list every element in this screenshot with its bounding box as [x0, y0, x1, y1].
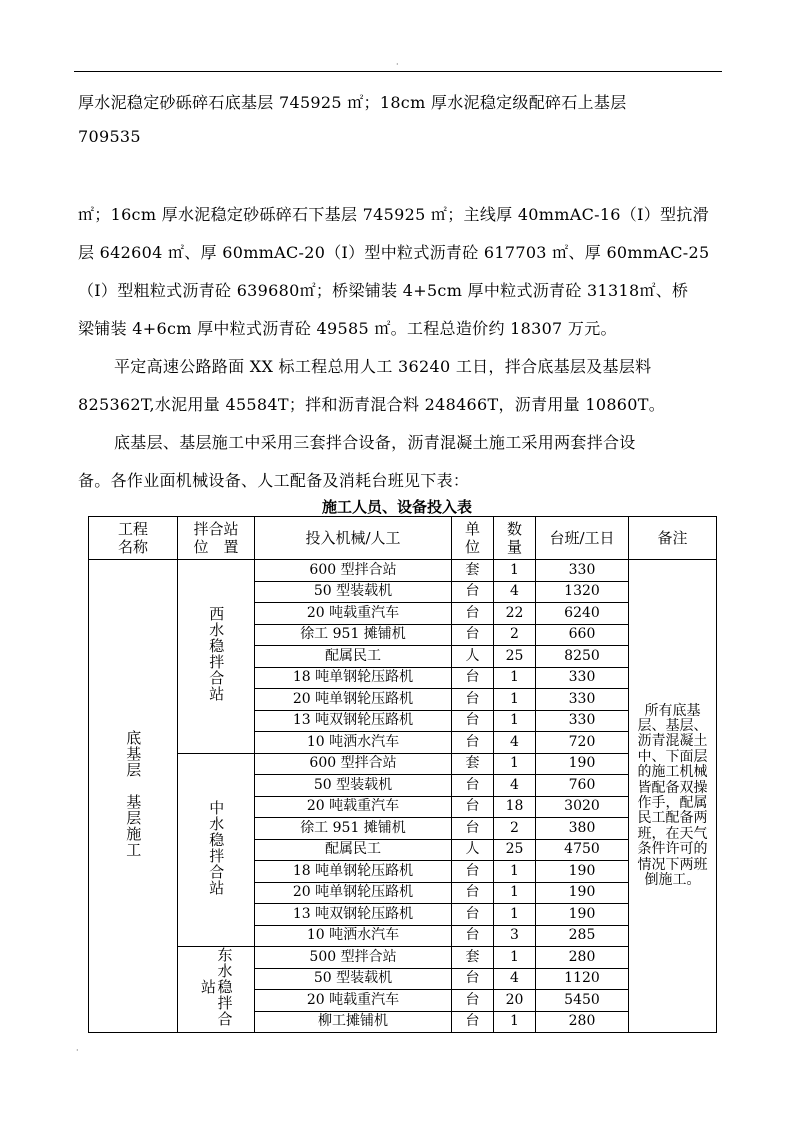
cell-qty: 2 — [494, 624, 536, 646]
cell-machine: 配属民工 — [255, 839, 452, 861]
cell-qty: 1 — [494, 904, 536, 926]
project-name-cell — [89, 560, 178, 1033]
cell-machine: 徐工 951 摊铺机 — [255, 818, 452, 840]
cell-shift: 190 — [536, 753, 629, 775]
paragraph-line: 平定高速公路路面 XX 标工程总用人工 36240 工日，拌合底基层及基层料 — [114, 357, 652, 376]
header-machine: 投入机械/人工 — [255, 517, 452, 560]
cell-machine: 50 型装载机 — [255, 775, 452, 797]
cell-qty: 1 — [494, 667, 536, 689]
cell-qty: 1 — [494, 947, 536, 969]
cell-shift: 6240 — [536, 603, 629, 625]
cell-machine: 13 吨双钢轮压路机 — [255, 904, 452, 926]
header-station: 拌合站 位 置 — [178, 517, 255, 560]
station-cell — [178, 753, 255, 947]
cell-machine: 20 吨单钢轮压路机 — [255, 689, 452, 711]
cell-shift: 330 — [536, 710, 629, 732]
cell-qty: 18 — [494, 796, 536, 818]
header-note: 备注 — [629, 517, 717, 560]
cell-unit: 套 — [452, 560, 494, 582]
cell-machine: 600 型拌合站 — [255, 753, 452, 775]
cell-qty: 1 — [494, 710, 536, 732]
header-rule — [74, 71, 722, 72]
header-qty: 数 量 — [494, 517, 536, 560]
cell-shift: 285 — [536, 925, 629, 947]
cell-qty: 4 — [494, 775, 536, 797]
cell-shift: 5450 — [536, 990, 629, 1012]
cell-unit: 台 — [452, 624, 494, 646]
note-cell: 所有底基层、基层、沥青混凝土中、下面层的施工机械皆配备双操作手，配属民工配备两班，在天气条件许可的情况下两班倒施工。 — [629, 560, 717, 1033]
table-row — [89, 560, 717, 582]
cell-machine: 20 吨载重汽车 — [255, 796, 452, 818]
header-shift: 台班/工日 — [536, 517, 629, 560]
cell-machine: 配属民工 — [255, 646, 452, 668]
cell-unit: 台 — [452, 581, 494, 603]
station-cell — [178, 560, 255, 754]
cell-machine: 20 吨载重汽车 — [255, 990, 452, 1012]
cell-qty: 25 — [494, 839, 536, 861]
cell-machine: 柳工摊铺机 — [255, 1011, 452, 1033]
cell-unit: 台 — [452, 882, 494, 904]
cell-shift: 760 — [536, 775, 629, 797]
paragraph-line: 底基层、基层施工中采用三套拌合设备，沥青混凝土施工采用两套拌合设 — [114, 433, 636, 452]
cell-unit: 台 — [452, 904, 494, 926]
cell-qty: 1 — [494, 753, 536, 775]
project-name: 底基层 基层施工 — [124, 729, 143, 858]
cell-qty: 22 — [494, 603, 536, 625]
cell-shift: 190 — [536, 861, 629, 883]
cell-qty: 1 — [494, 1011, 536, 1033]
cell-machine: 500 型拌合站 — [255, 947, 452, 969]
cell-qty: 4 — [494, 581, 536, 603]
cell-qty: 4 — [494, 968, 536, 990]
cell-unit: 台 — [452, 603, 494, 625]
cell-unit: 套 — [452, 753, 494, 775]
cell-unit: 台 — [452, 732, 494, 754]
station-name: 中水稳拌合站 — [207, 799, 226, 896]
cell-shift: 330 — [536, 560, 629, 582]
paragraph-line: 备。各作业面机械设备、人工配备及消耗台班见下表： — [78, 471, 470, 490]
header-project: 工程 名称 — [89, 517, 178, 560]
cell-unit: 套 — [452, 947, 494, 969]
cell-unit: 台 — [452, 861, 494, 883]
cell-qty: 4 — [494, 732, 536, 754]
cell-shift: 720 — [536, 732, 629, 754]
cell-qty: 20 — [494, 990, 536, 1012]
cell-shift: 380 — [536, 818, 629, 840]
cell-unit: 台 — [452, 775, 494, 797]
cell-machine: 18 吨单钢轮压路机 — [255, 861, 452, 883]
cell-unit: 人 — [452, 646, 494, 668]
cell-unit: 台 — [452, 710, 494, 732]
cell-machine: 10 吨洒水汽车 — [255, 732, 452, 754]
table-row — [89, 947, 717, 969]
cell-shift: 8250 — [536, 646, 629, 668]
paragraph-line: 709535 — [78, 127, 141, 146]
cell-qty: 1 — [494, 689, 536, 711]
cell-shift: 280 — [536, 947, 629, 969]
table-title: 施工人员、设备投入表 — [321, 498, 472, 516]
cell-shift: 4750 — [536, 839, 629, 861]
cell-unit: 台 — [452, 818, 494, 840]
cell-shift: 330 — [536, 689, 629, 711]
cell-unit: 台 — [452, 990, 494, 1012]
cell-machine: 600 型拌合站 — [255, 560, 452, 582]
cell-unit: 人 — [452, 839, 494, 861]
cell-machine: 徐工 951 摊铺机 — [255, 624, 452, 646]
cell-unit: 台 — [452, 689, 494, 711]
cell-machine: 20 吨载重汽车 — [255, 603, 452, 625]
cell-qty: 1 — [494, 882, 536, 904]
footer-dot: · — [76, 1046, 79, 1055]
cell-unit: 台 — [452, 667, 494, 689]
cell-shift: 660 — [536, 624, 629, 646]
station-name: 西水稳拌合站 — [207, 606, 226, 703]
cell-shift: 3020 — [536, 796, 629, 818]
header-unit: 单 位 — [452, 517, 494, 560]
cell-qty: 2 — [494, 818, 536, 840]
paragraph-line: 梁铺装 4+6cm 厚中粒式沥青砼 49585 ㎡。工程总造价约 18307 万元。 — [78, 319, 617, 338]
cell-shift: 1320 — [536, 581, 629, 603]
cell-shift: 280 — [536, 1011, 629, 1033]
station-cell — [178, 947, 255, 1033]
paragraph-line: ㎡；16cm 厚水泥稳定砂砾碎石下基层 745925 ㎡；主线厚 40mmAC-16（I）型抗滑 — [78, 205, 709, 224]
cell-shift: 190 — [536, 882, 629, 904]
cell-shift: 330 — [536, 667, 629, 689]
cell-machine: 10 吨洒水汽车 — [255, 925, 452, 947]
cell-machine: 13 吨双钢轮压路机 — [255, 710, 452, 732]
cell-unit: 台 — [452, 968, 494, 990]
paragraph-line: 厚水泥稳定砂砾碎石底基层 745925 ㎡；18cm 厚水泥稳定级配碎石上基层 — [78, 93, 627, 112]
cell-shift: 190 — [536, 904, 629, 926]
cell-qty: 1 — [494, 861, 536, 883]
cell-machine: 20 吨单钢轮压路机 — [255, 882, 452, 904]
table-header-row — [89, 517, 717, 560]
cell-shift: 1120 — [536, 968, 629, 990]
cell-machine: 18 吨单钢轮压路机 — [255, 667, 452, 689]
cell-machine: 50 型装载机 — [255, 968, 452, 990]
cell-unit: 台 — [452, 796, 494, 818]
station-name: 东水稳拌合站 — [199, 947, 234, 1028]
equipment-table — [88, 516, 717, 1033]
table-row — [89, 753, 717, 775]
cell-machine: 50 型装载机 — [255, 581, 452, 603]
cell-qty: 1 — [494, 560, 536, 582]
cell-unit: 台 — [452, 925, 494, 947]
paragraph-line: 825362T,水泥用量 45584T；拌和沥青混合料 248466T，沥青用量 10860T。 — [78, 395, 666, 414]
cell-qty: 25 — [494, 646, 536, 668]
paragraph-line: （I）型粗粒式沥青砼 639680㎡；桥梁铺装 4+5cm 厚中粒式沥青砼 31318㎡、桥 — [78, 281, 689, 300]
paragraph-line: 层 642604 ㎡、厚 60mmAC-20（I）型中粒式沥青砼 617703 ㎡、厚 60mmAC-25 — [78, 243, 710, 262]
header-dot: · — [396, 60, 399, 69]
cell-qty: 3 — [494, 925, 536, 947]
cell-unit: 台 — [452, 1011, 494, 1033]
